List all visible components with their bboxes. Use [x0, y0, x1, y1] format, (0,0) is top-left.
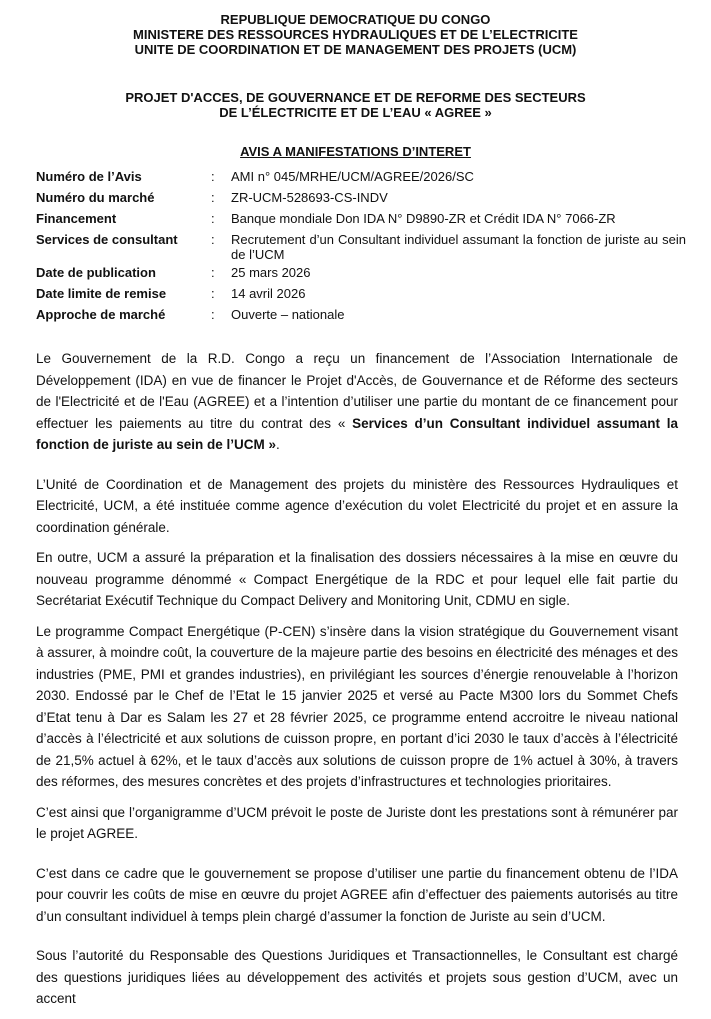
info-value: ZR-UCM-528693-CS-INDV	[231, 190, 388, 205]
paragraph-compact-prep: En outre, UCM a assuré la préparation et la finalisation des dossiers nécessaires à la mise en œuvre du nouveau programme dénommé « Compact Energétique de la RDC et pour lequel elle fait partie du Secrétariat Exécutif Technique du Compact Delivery and Monitoring Unit, CDMU en sigle.	[36, 550, 678, 608]
info-value: Ouverte – nationale	[231, 307, 345, 322]
ministry-header	[0, 12, 711, 57]
info-colon: :	[211, 286, 215, 301]
info-row-deadline	[36, 286, 686, 301]
paragraph-framework: C’est dans ce cadre que le gouvernement se propose d’utiliser une partie du financement obtenu de l’IDA pour couvrir les coûts de mise en œuvre du projet AGREE afin d’effectuer des paiements autorisés au titre d’un consultant individuel à temps plein chargé d’assumer la fonction de Juriste au sein d’UCM.	[36, 865, 678, 924]
info-row-publication-date	[36, 265, 686, 280]
info-label: Date limite de remise	[36, 286, 167, 301]
notice-body	[36, 348, 678, 1019]
paragraph-ucm: L’Unité de Coordination et de Management des projets du ministère des Ressources Hydrauliques et Electricité, UCM, a été instituée comme agence d’exécution du volet Electricité du projet et en assure la coordination générale.	[36, 476, 678, 535]
paragraph-emphasis: Services d’un Consultant individuel assumant la fonction de juriste au sein de l’UCM »	[36, 415, 678, 452]
info-row-market-approach	[36, 307, 686, 322]
notice-title: AVIS A MANIFESTATIONS D’INTERET	[240, 144, 471, 159]
info-value: 14 avril 2026	[231, 286, 306, 301]
info-row-financing	[36, 211, 686, 226]
header-line-country: REPUBLIQUE DEMOCRATIQUE DU CONGO	[220, 12, 491, 27]
info-value: Banque mondiale Don IDA N° D9890-ZR et Crédit IDA N° 7066-ZR	[231, 211, 616, 226]
project-title-line-1: PROJET D'ACCES, DE GOUVERNANCE ET DE REFORME DES SECTEURS	[125, 90, 586, 105]
paragraph-text: Le Gouvernement de la R.D. Congo a reçu un financement de l’Association Internationale de Développement (IDA) en vue de financer le Projet d'Accès, de Gouvernance et de Réforme des secteurs de l'Electricité et de l'Eau (AGREE) et a l’intention d’utiliser une partie du montant de ce financement pour effectuer les paiements au titre du contrat des «	[36, 351, 678, 431]
info-label: Numéro du marché	[36, 190, 155, 205]
paragraph-financing	[36, 348, 678, 456]
info-colon: :	[211, 265, 215, 280]
info-row-market-number	[36, 190, 686, 205]
info-colon: :	[211, 190, 215, 205]
paragraph-end: .	[276, 437, 280, 452]
info-value: Recrutement d’un Consultant individuel assumant la fonction de juriste au sein de l’UCM	[231, 232, 686, 262]
paragraph-org-chart: C’est ainsi que l’organigramme d’UCM prévoit le poste de Juriste dont les prestations sont à rémunérer par le projet AGREE.	[36, 804, 678, 841]
info-label: Approche de marché	[36, 307, 166, 322]
info-colon: :	[211, 169, 215, 184]
info-label: Date de publication	[36, 265, 156, 280]
info-row-notice-number	[36, 169, 686, 184]
header-line-ministry: MINISTERE DES RESSOURCES HYDRAULIQUES ET DE L’ELECTRICITE	[133, 27, 578, 42]
info-row-consultant-services	[36, 232, 686, 262]
project-title	[0, 90, 711, 120]
info-colon: :	[211, 211, 215, 226]
paragraph-compact-program: Le programme Compact Energétique (P-CEN) s’insère dans la vision stratégique du Gouvernement visant à assurer, à moindre coût, la couverture de la majeure partie des besoins en électricité des ménages et des industries (PME, PMI et grandes industries), en privilégiant les sources d’énergie renouvelable à l’horizon 2030. Endossé par le Chef de l’Etat le 15 janvier 2025 et versé au Pacte M300 lors du Sommet Chefs d’Etat tenu à Dar es Salam les 27 et 28 février 2025, ce programme entend accroitre le niveau national d’accès à l’électricité et aux solutions de cuisson propre, en portant d’ici 2030 le taux d’accès à l’électricité de 21,5% actuel à 62%, et le taux d’accès aux solutions de cuisson propre de 1% actuel à 30%, à travers des réformes, des mesures concrètes et des projets d’infrastructures et technologies prioritaires.	[36, 623, 678, 789]
info-label: Financement	[36, 211, 117, 226]
info-label: Services de consultant	[36, 232, 178, 247]
header-line-unit: UNITE DE COORDINATION ET DE MANAGEMENT DES PROJETS (UCM)	[134, 42, 577, 57]
paragraph-authority: Sous l’autorité du Responsable des Questions Juridiques et Transactionnelles, le Consultant est chargé des questions juridiques liées au développement des activités et projets sous gestion d’UCM, avec un accent	[36, 948, 678, 1006]
project-title-line-2: DE L’ÉLECTRICITE ET DE L’EAU « AGREE »	[219, 105, 492, 120]
info-value: AMI n° 045/MRHE/UCM/AGREE/2026/SC	[231, 169, 474, 184]
info-colon: :	[211, 232, 215, 247]
info-label: Numéro de l’Avis	[36, 169, 142, 184]
info-colon: :	[211, 307, 215, 322]
info-value: 25 mars 2026	[231, 265, 311, 280]
notice-info-table	[36, 169, 686, 328]
